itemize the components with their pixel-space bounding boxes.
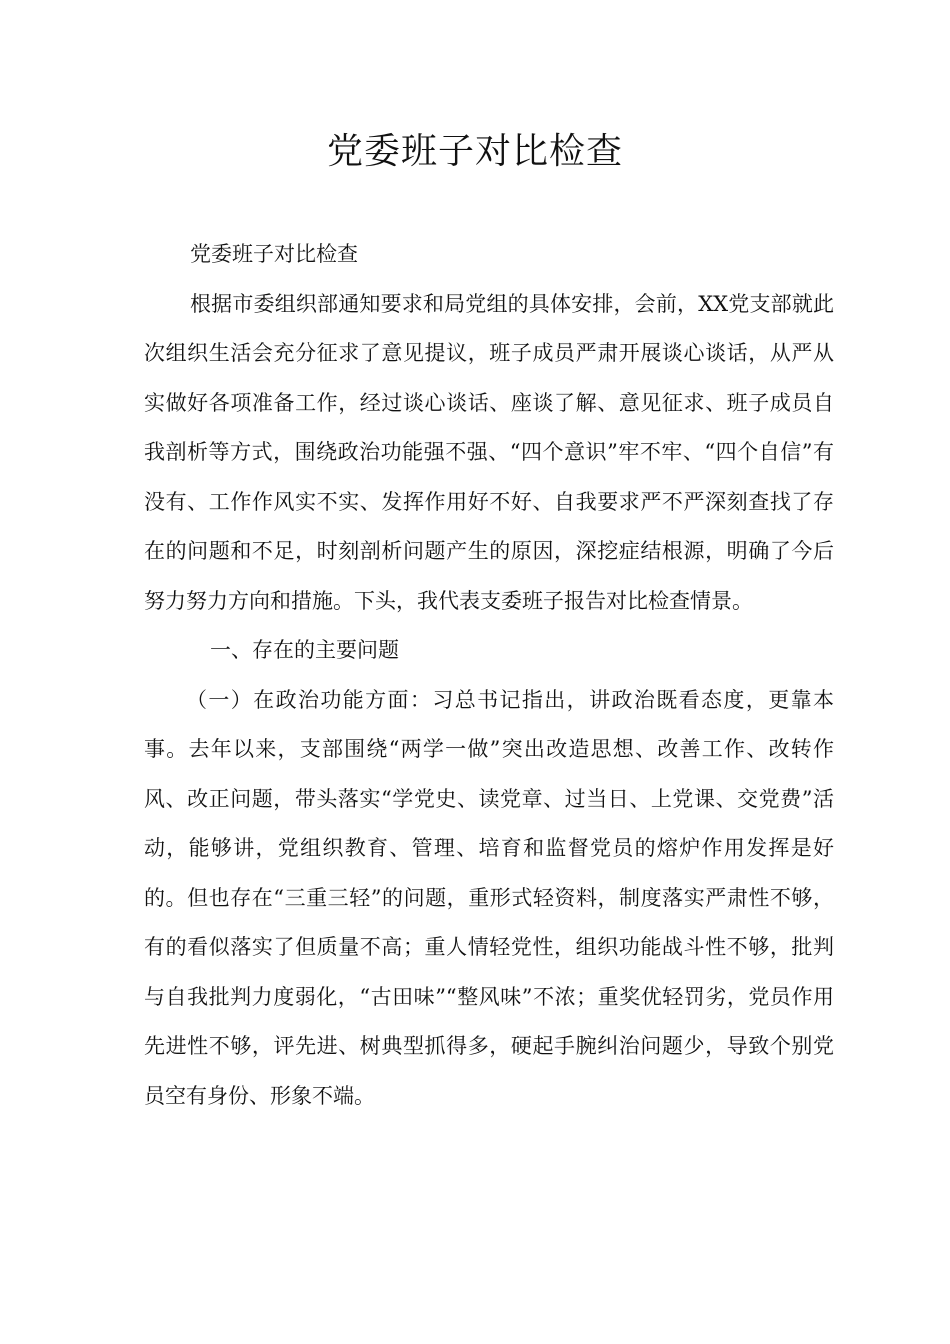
paragraph-political-function: （一）在政治功能方面：习总书记指出，讲政治既看态度，更靠本事。去年以来，支部围绕“两学一做”突出改造思想、改善工作、改转作风、改正问题，带头落实“学党史、读党章、过当日、上党课、交党费”活动，能够讲，党组织教育、管理、培育和监督党员的熔炉作用发挥是好的。但也存在“三重三轻”的问题，重形式轻资料，制度落实严肃性不够，有的看似落实了但质量不高；重人情轻党性，组织功能战斗性不够，批判与自我批判力度弱化，“古田味”“整风味”不浓；重奖优轻罚劣，党员作用先进性不够，评先进、树典型抓得多，硬起手腕纠治问题少，导致个别党员空有身份、形象不端。 <box>144 687 834 1108</box>
document-body <box>144 230 834 1121</box>
section-heading-main-problems: 一、存在的主要问题 <box>210 638 399 662</box>
document-title: 党委班子对比检查 <box>326 131 623 172</box>
paragraph-intro: 根据市委组织部通知要求和局党组的具体安排，会前，XX党支部就此次组织生活会充分征求了意见提议，班子成员严肃开展谈心谈话，从严从实做好各项准备工作，经过谈心谈话、座谈了解、意见征求、班子成员自我剖析等方式，围绕政治功能强不强、“四个意识”牢不牢、“四个自信”有没有、工作作风实不实、发挥作用好不好、自我要求严不严深刻查找了存在的问题和不足，时刻剖析问题产生的原因，深挖症结根源，明确了今后努力努力方向和措施。下头，我代表支委班子报告对比检查情景。 <box>144 291 834 613</box>
paragraph-subtitle: 党委班子对比检查 <box>190 242 358 266</box>
